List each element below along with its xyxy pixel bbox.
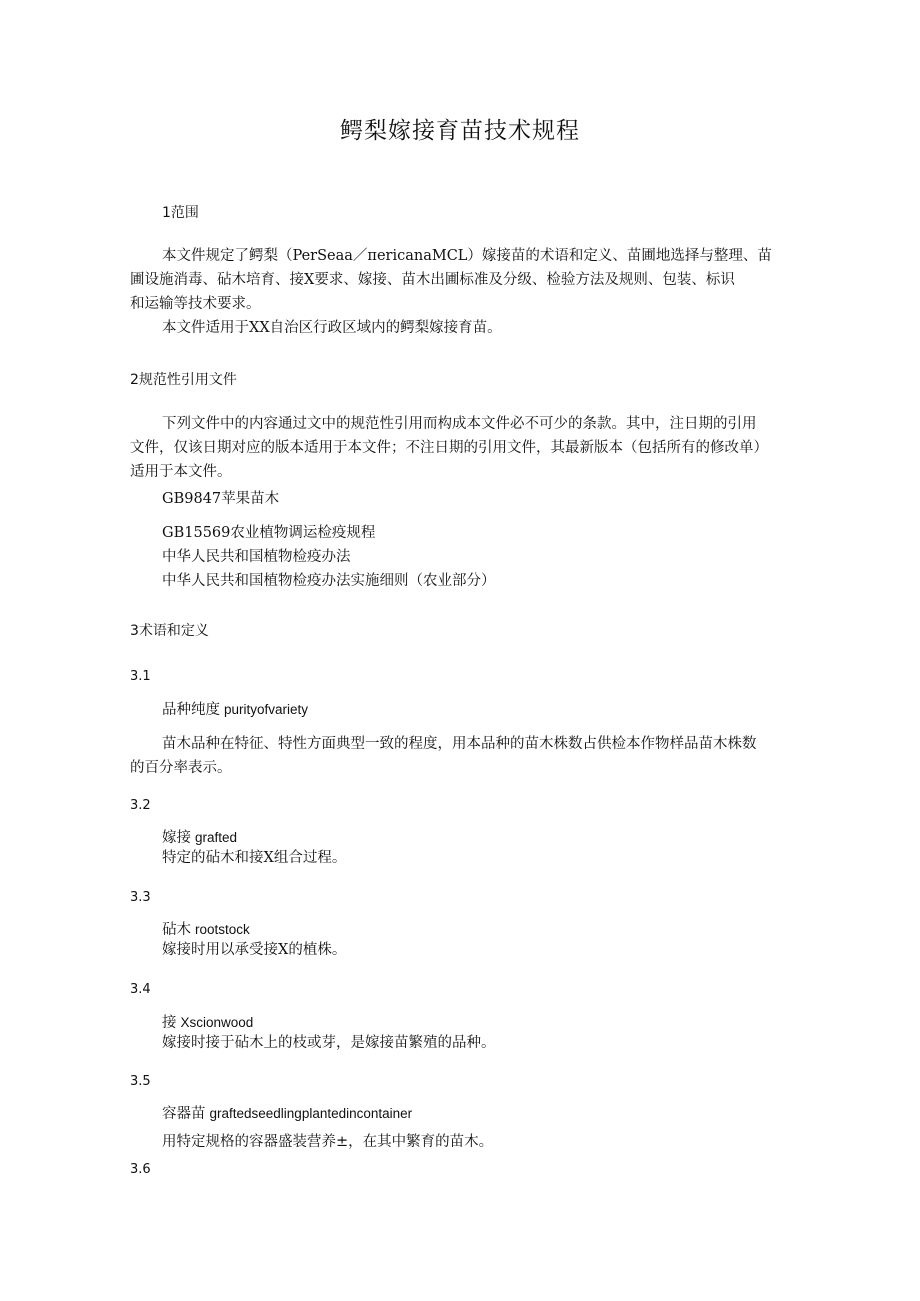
term-entry bbox=[162, 918, 250, 939]
section-2-heading: 2规范性引用文件 bbox=[130, 372, 237, 388]
term-chinese: 砧木 bbox=[162, 922, 191, 938]
section-2-para-line-2: 文件，仅该日期对应的版本适用于本文件；不注日期的引用文件，其最新版本（包括所有的修改单） bbox=[130, 440, 768, 456]
term-english: rootstock bbox=[195, 922, 250, 937]
term-chinese: 接 bbox=[162, 1015, 177, 1031]
term-entry bbox=[162, 1102, 412, 1123]
term-entry bbox=[162, 1011, 253, 1032]
term-chinese: 品种纯度 bbox=[162, 702, 220, 718]
term-english: graftedseedlingplantedincontainer bbox=[209, 1106, 413, 1121]
term-definition: 嫁接时用以承受接X的植株。 bbox=[162, 942, 347, 958]
term-english: purityofvariety bbox=[224, 702, 309, 717]
reference-item: 中华人民共和国植物检疫办法实施细则（农业部分） bbox=[162, 573, 496, 589]
term-definition: 用特定规格的容器盛装营养±，在其中繁育的苗木。 bbox=[162, 1134, 494, 1150]
section-1-para-1-line-3: 和运输等技术要求。 bbox=[130, 296, 261, 312]
clause-number: 3.1 bbox=[130, 669, 151, 684]
reference-item: GB9847苹果苗木 bbox=[162, 491, 280, 507]
reference-item: 中华人民共和国植物检疫办法 bbox=[162, 549, 351, 565]
term-definition: 嫁接时接于砧木上的枝或芽，是嫁接苗繁殖的品种。 bbox=[162, 1035, 496, 1051]
section-1-para-2: 本文件适用于XX自治区行政区域内的鳄梨嫁接育苗。 bbox=[162, 320, 502, 336]
clause-number: 3.4 bbox=[130, 982, 151, 997]
term-english: Xscionwood bbox=[180, 1015, 254, 1030]
clause-number: 3.6 bbox=[130, 1162, 151, 1177]
term-entry bbox=[162, 826, 237, 847]
section-3-heading: 3术语和定义 bbox=[130, 623, 209, 639]
reference-item: GB15569农业植物调运检疫规程 bbox=[162, 525, 376, 541]
clause-number: 3.3 bbox=[130, 890, 151, 905]
section-2-para-line-1: 下列文件中的内容通过文中的规范性引用而构成本文件必不可少的条款。其中，注日期的引用 bbox=[162, 416, 757, 432]
term-definition: 特定的砧木和接X组合过程。 bbox=[162, 850, 347, 866]
term-definition-line-2: 的百分率表示。 bbox=[130, 760, 232, 776]
clause-number: 3.5 bbox=[130, 1074, 151, 1089]
section-1-para-1-line-1: 本文件规定了鳄梨（PerSeaa／πericanaMCL）嫁接苗的术语和定义、苗圃地选择与整理、苗 bbox=[162, 248, 772, 264]
section-1-heading: 1范围 bbox=[162, 205, 199, 221]
term-chinese: 容器苗 bbox=[162, 1106, 206, 1122]
term-chinese: 嫁接 bbox=[162, 830, 191, 846]
term-english: grafted bbox=[195, 830, 238, 845]
section-1-para-1-line-2: 圃设施消毒、砧木培育、接X要求、嫁接、苗木出圃标准及分级、检验方法及规则、包装、标识 bbox=[130, 272, 735, 288]
section-2-para-line-3: 适用于本文件。 bbox=[130, 464, 232, 480]
term-entry bbox=[162, 698, 308, 719]
clause-number: 3.2 bbox=[130, 798, 151, 813]
document-title: 鳄梨嫁接育苗技术规程 bbox=[340, 118, 580, 144]
term-definition-line-1: 苗木品种在特征、特性方面典型一致的程度，用本品种的苗木株数占供检本作物样品苗木株数 bbox=[162, 736, 757, 752]
